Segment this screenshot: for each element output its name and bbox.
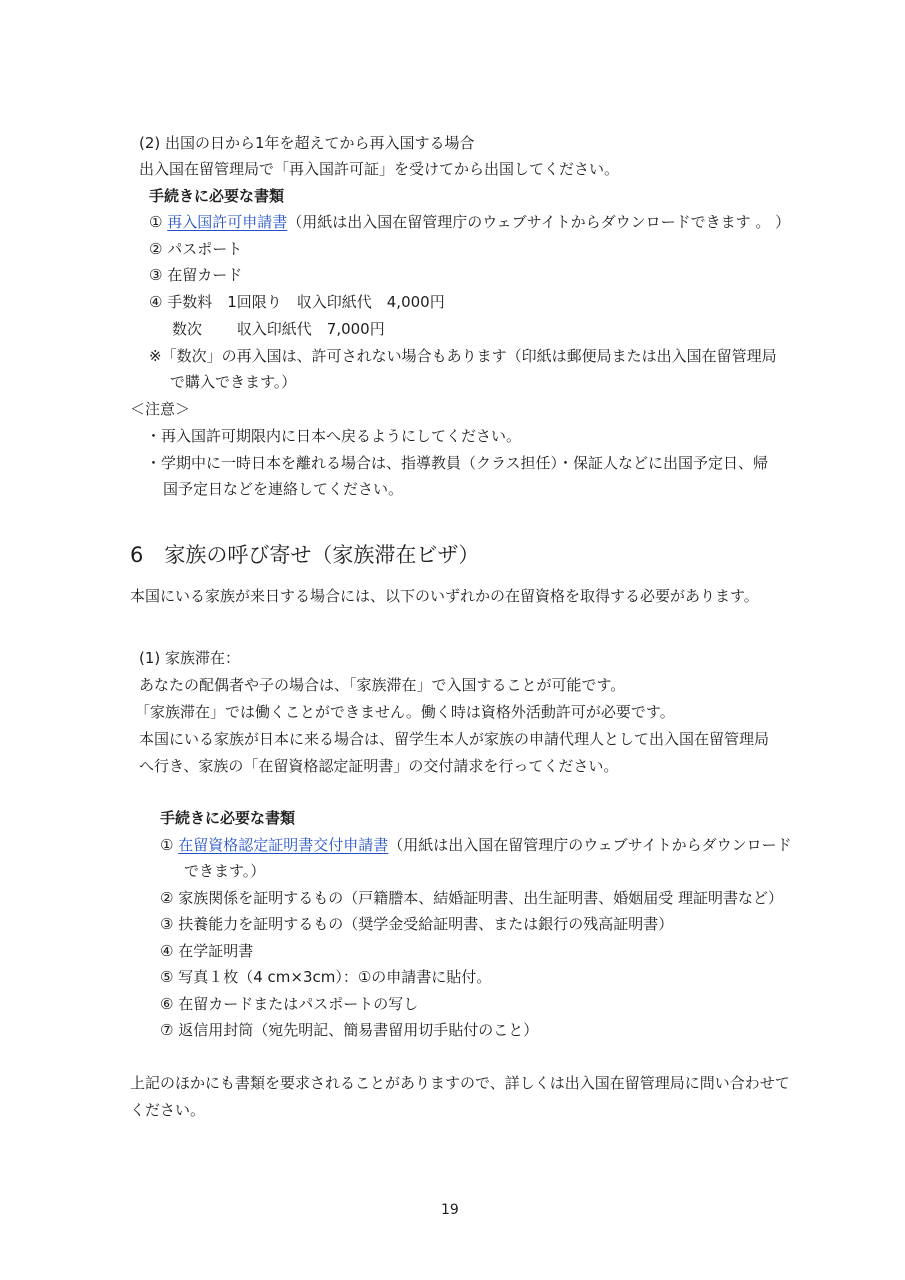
coe-application-link[interactable]: 在留資格認定証明書交付申請書 (178, 836, 389, 854)
list-marker: ① (149, 213, 163, 231)
required-docs-heading: 手続きに必要な書類 (149, 187, 285, 205)
list-item: ④ 在学証明書 (160, 942, 254, 960)
paragraph: 本国にいる家族が日本に来る場合は、留学生本人が家族の申請代理人として出入国在留管理局 (139, 730, 770, 748)
reentry-application-link[interactable]: 再入国許可申請書 (167, 213, 288, 231)
list-item: ③ 在留カード (149, 266, 243, 284)
list-item-text: （用紙は出入国在留管理庁のウェブサイトからダウンロードできます 。 ） (287, 213, 791, 231)
list-item: ④ 手数料 1回限り 収入印紙代 4,000円 (149, 293, 445, 311)
closing-paragraph: 上記のほかにも書類を要求されることがありますので、詳しくは出入国在留管理局に問い合わせて (130, 1074, 790, 1092)
closing-paragraph-continuation: ください。 (130, 1101, 206, 1119)
list-item: ② 家族関係を証明するもの（戸籍謄本、結婚証明書、出生証明書、婚姻届受 理証明書など） (160, 889, 783, 907)
paragraph: 「家族滞在」では働くことができません。働く時は資格外活動許可が必要です。 (135, 703, 675, 721)
paragraph: 本国にいる家族が来日する場合には、以下のいずれかの在留資格を取得する必要があります。 (130, 587, 759, 605)
paragraph: あなたの配偶者や子の場合は、「家族滞在」で入国することが可能です。 (139, 676, 626, 694)
list-item-continuation: 数次 収入印紙代 7,000円 (172, 320, 385, 338)
caution-item: ・再入国許可期限内に日本へ戻るようにしてください。 (146, 427, 522, 445)
list-item-text: （用紙は出入国在留管理庁のウェブサイトからダウンロード (388, 836, 792, 854)
list-item: ⑥ 在留カードまたはパスポートの写し (160, 995, 419, 1013)
page-number: 19 (441, 1202, 459, 1218)
subsection-title: (1) 家族滞在： (139, 649, 241, 667)
caution-heading: ＜注意＞ (130, 400, 191, 418)
paragraph: 出入国在留管理局で「再入国許可証」を受けてから出国してください。 (139, 160, 620, 178)
caution-item: ・学期中に一時日本を離れる場合は、指導教員（クラス担任）・保証人などに出国予定日、帰 (146, 454, 769, 472)
section-heading: 6 家族の呼び寄せ（家族滞在ビザ） (130, 543, 480, 567)
subsection-title: (2) 出国の日から1年を超えてから再入国する場合 (139, 134, 475, 152)
required-docs-heading: 手続きに必要な書類 (160, 809, 296, 827)
list-marker: ① (160, 836, 174, 854)
list-item-continuation: できます。） (184, 862, 266, 880)
list-item: ③ 扶養能力を証明するもの（奨学金受給証明書、または銀行の残高証明書） (160, 915, 674, 933)
list-item: ⑦ 返信用封筒（宛先明記、簡易書留用切手貼付のこと） (160, 1021, 539, 1039)
list-item (160, 835, 792, 855)
list-item: ⑤ 写真１枚（4 cm×3cm）：①の申請書に貼付。 (160, 968, 492, 986)
list-item (149, 212, 790, 232)
list-item: ② パスポート (149, 240, 243, 258)
paragraph-continuation: へ行き、家族の「在留資格認定証明書」の交付請求を行ってください。 (139, 757, 619, 775)
note: ※「数次」の再入国は、許可されない場合もあります（印紙は郵便局または出入国在留管理局 (149, 347, 777, 365)
note-continuation: で購入できます。） (170, 373, 297, 391)
caution-item-continuation: 国予定日などを連絡してください。 (163, 480, 404, 498)
